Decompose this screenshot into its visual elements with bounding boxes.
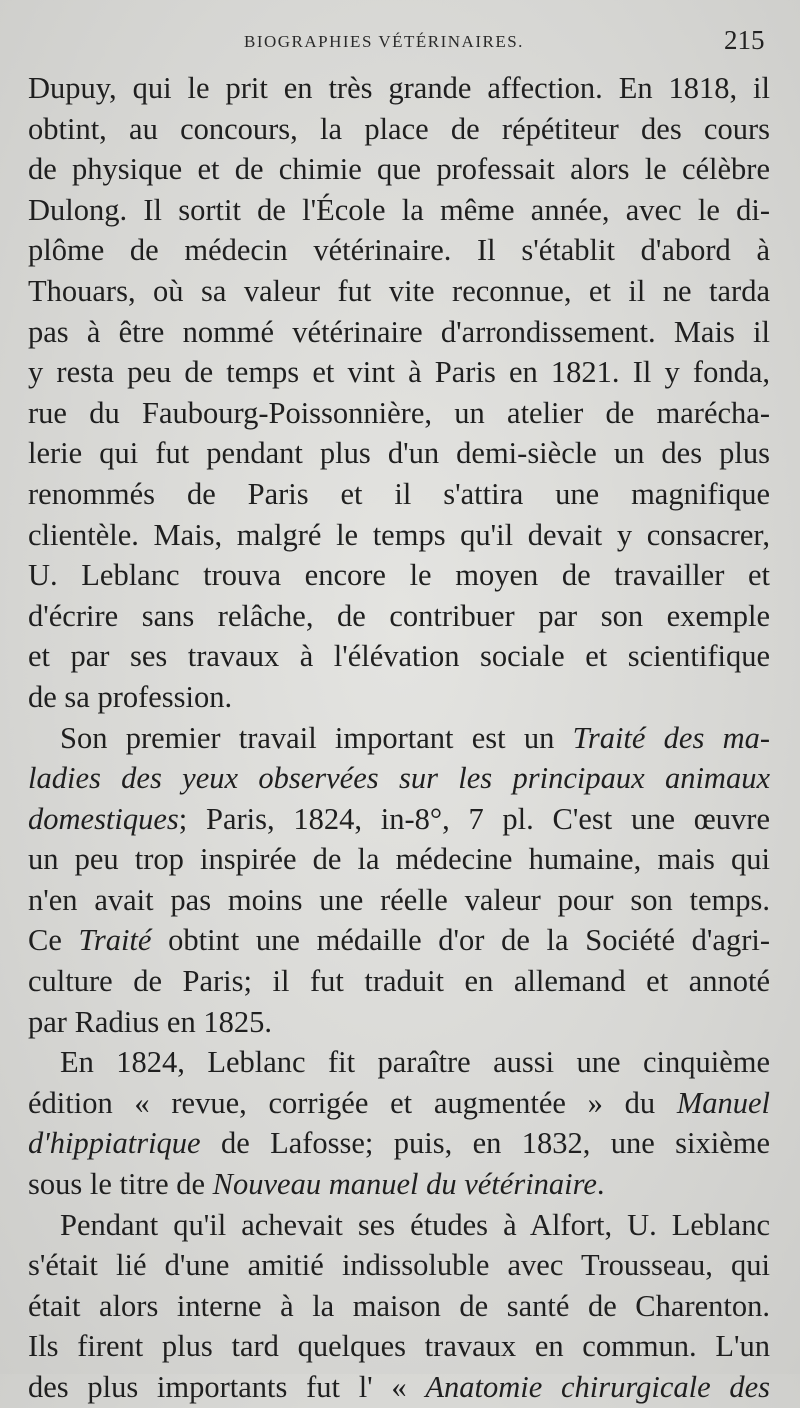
paragraph-4: [28, 1205, 770, 1408]
text-line: renommés de Paris et il s'attira une magnifique: [28, 476, 770, 511]
paragraph-1: [28, 68, 770, 718]
text-line: rue du Faubourg-Poissonnière, un atelier de maréchа-: [28, 395, 770, 430]
text-line: sous le titre de Nouveau manuel du vétérinaire.: [28, 1167, 605, 1202]
paragraph-3: [28, 1042, 770, 1204]
book-title-italic: Anatomie chirurgicale des: [425, 1370, 770, 1404]
book-title-italic: Nouveau manuel du vétérinaire: [212, 1167, 597, 1202]
text-line: de sa profession.: [28, 679, 233, 714]
text-line: lerie qui fut pendant plus d'un demi-siècle un des plus: [28, 436, 770, 471]
book-title-italic: ladies des yeux observées sur les principaux animaux: [28, 761, 770, 796]
text-line: un peu trop inspirée de la médecine humaine, mais qui: [28, 842, 770, 877]
text-line: Ils firent plus tard quelques travaux en commun. L'un: [28, 1329, 770, 1364]
text-line: édition « revue, corrigée et augmentée » du Manuel: [28, 1085, 770, 1120]
text-line: y resta peu de temps et vint à Paris en 1821. Il y fonda,: [28, 355, 770, 390]
text-line: Ce Traité obtint une médaille d'or de la Société d'agri-: [28, 923, 770, 958]
book-title-italic: domestiques: [28, 801, 179, 836]
text-line: s'était lié d'une amitié indissoluble avec Trousseau, qui: [28, 1248, 770, 1283]
text-line: des plus importants fut l' « Anatomie chirurgicale des: [28, 1370, 770, 1404]
book-title-italic: Traité des ma-: [572, 720, 770, 755]
text-line: clientèle. Mais, malgré le temps qu'il devait y consacrer,: [28, 517, 770, 552]
text-line: de physique et de chimie que professait alors le célèbre: [28, 152, 770, 187]
text-line: n'en avait pas moins une réelle valeur pour son temps.: [28, 882, 770, 917]
text-line: par Radius en 1825.: [28, 1004, 272, 1039]
book-title-italic: Traité: [78, 923, 152, 958]
text-line: domestiques; Paris, 1824, in-8°, 7 pl. C'est une œuvre: [28, 801, 770, 836]
text-line: d'hippiatrique de Lafosse; puis, en 1832, une sixième: [28, 1126, 770, 1161]
text-line: Thouars, où sa valeur fut vite reconnue, et il ne tarda: [28, 273, 770, 308]
text-line: Son premier travail important est un Traité des ma-: [60, 720, 770, 755]
text-line: était alors interne à la maison de santé de Charenton.: [28, 1288, 770, 1323]
book-title-italic: Manuel: [676, 1085, 770, 1120]
body-text: [28, 68, 770, 1408]
text-line: Dupuy, qui le prit en très grande affection. En 1818, il: [28, 71, 770, 105]
text-line: d'écrire sans relâche, de contribuer par son exemple: [28, 598, 770, 633]
book-title-italic: d'hippiatrique: [28, 1126, 201, 1161]
text-line: Dulong. Il sortit de l'École la même année, avec le di-: [28, 192, 770, 227]
text-line: culture de Paris; il fut traduit en allemand et annoté: [28, 964, 770, 999]
text-line: [28, 758, 770, 799]
text-line: Pendant qu'il achevait ses études à Alfort, U. Leblanc: [60, 1207, 770, 1242]
text-line: pas à être nommé vétérinaire d'arrondissement. Mais il: [28, 314, 770, 349]
text-line: En 1824, Leblanc fit paraître aussi une cinquième: [60, 1045, 770, 1080]
text-line: obtint, au concours, la place de répétiteur des cours: [28, 111, 770, 146]
text-line: et par ses travaux à l'élévation sociale et scientifique: [28, 639, 770, 674]
running-header: [0, 22, 800, 62]
running-header-title: BIOGRAPHIES VÉTÉRINAIRES.: [244, 32, 524, 51]
text-line: U. Leblanc trouva encore le moyen de travailler et: [28, 558, 770, 593]
text-line: plôme de médecin vétérinaire. Il s'établit d'abord à: [28, 233, 770, 268]
page-number: 215: [724, 25, 765, 55]
paragraph-2: [28, 718, 770, 1043]
